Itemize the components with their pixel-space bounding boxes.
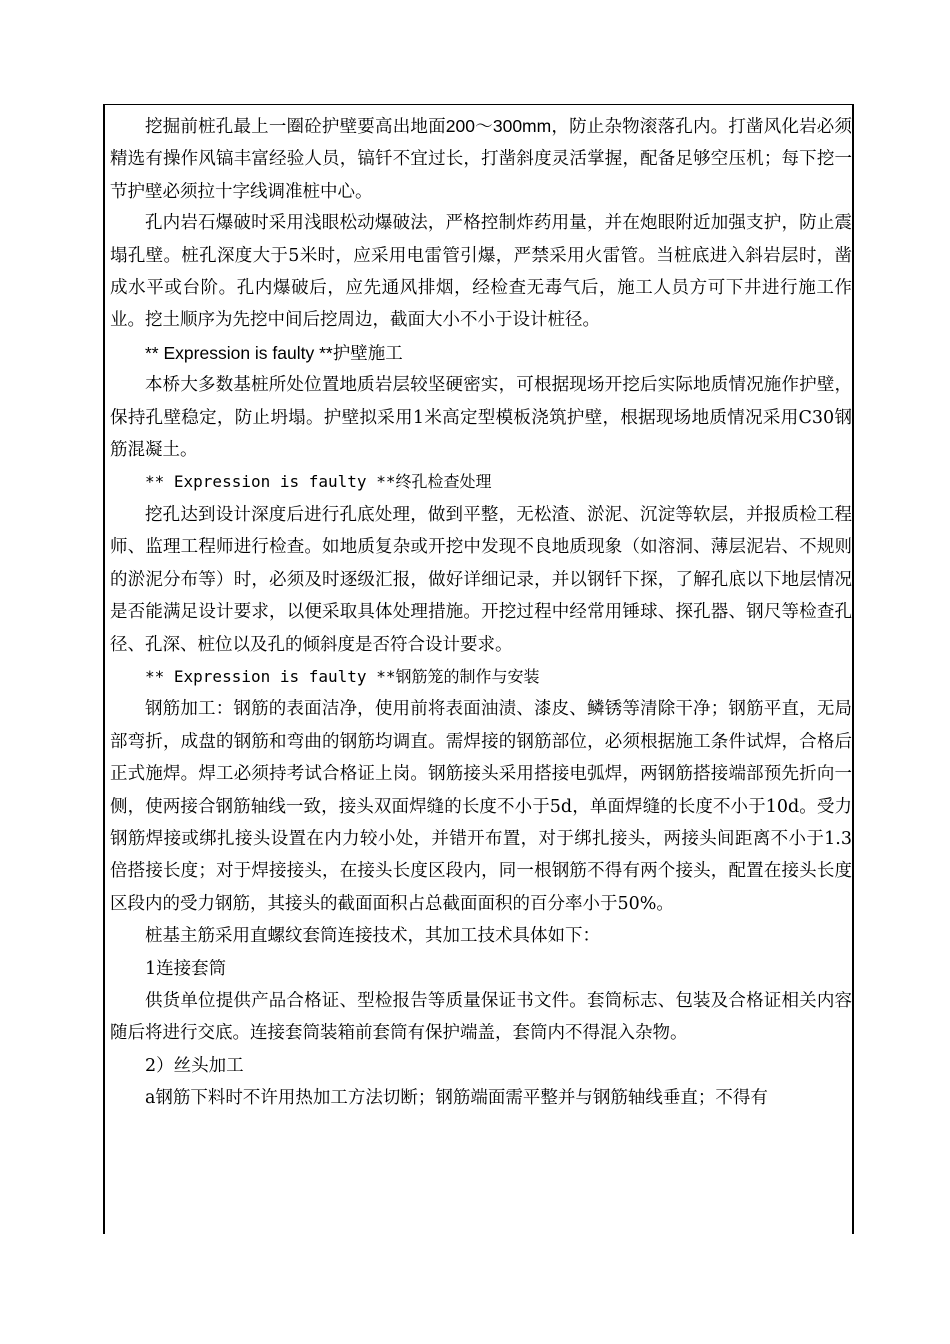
paragraph-threaded-sleeve-intro: 桩基主筋采用直螺纹套筒连接技术，其加工技术具体如下： bbox=[145, 926, 600, 947]
paragraph-retaining-wall: 本桥大多数基桩所处位置地质岩层较坚硬密实，可根据现场开挖后实际地质情况施作护壁，保持孔壁稳定，防止坍塌。护壁拟采用1米高定型模板浇筑护壁，根据现场地质情况采用C30钢筋混凝土。 bbox=[110, 375, 852, 461]
paragraph-connection-sleeve: 供货单位提供产品合格证、型检报告等质量保证书文件。套筒标志、包装及合格证相关内容随后将进行交底。连接套筒装箱前套筒有保护端盖，套筒内不得混入杂物。 bbox=[110, 990, 852, 1044]
paragraph-excavation-guard: 挖掘前桩孔最上一圈砼护壁要高出地面200～300mm，防止杂物滚落孔内。打凿风化岩必须精选有操作风镐丰富经验人员，镐钎不宜过长，打凿斜度灵活掌握，配备足够空压机；每下挖一节护壁必须拉十字线调准桩中心。 bbox=[110, 116, 852, 201]
paragraph-rebar-processing: 钢筋加工：钢筋的表面洁净，使用前将表面油渍、漆皮、鳞锈等清除干净；钢筋平直，无局部弯折，成盘的钢筋和弯曲的钢筋均调直。需焊接的钢筋部位，必须根据施工条件试焊，合格后正式施焊。焊工必须持考试合格证上岗。钢筋接头采用搭接电弧焊，两钢筋搭接端部预先折向一侧，使两接合钢筋轴线一致，接头双面焊缝的长度不小于5d，单面焊缝的长度不小于10d。受力钢筋焊接或绑扎接头设置在内力较小处，并错开布置，对于绑扎接头，两接头间距离不小于1.3倍搭接长度；对于焊接接头，在接头长度区段内，同一根钢筋不得有两个接头，配置在接头长度区段内的受力钢筋，其接头的截面面积占总截面面积的百分率小于50%。 bbox=[110, 699, 852, 914]
paragraph-thread-processing: a钢筋下料时不许用热加工方法切断；钢筋端面需平整并与钢筋轴线垂直；不得有 bbox=[145, 1088, 768, 1109]
heading-retaining-wall: ** Expression is faulty **护壁施工 bbox=[145, 342, 403, 363]
heading-connection-sleeve: 1连接套筒 bbox=[145, 958, 227, 979]
document-body bbox=[110, 110, 852, 1115]
heading-rebar-cage: ** Expression is faulty **钢筋笼的制作与安装 bbox=[145, 666, 540, 686]
heading-final-hole-inspection: ** Expression is faulty **终孔检查处理 bbox=[145, 472, 492, 492]
paragraph-final-hole-inspection: 挖孔达到设计深度后进行孔底处理，做到平整，无松渣、淤泥、沉淀等软层，并报质检工程师、监理工程师进行检查。如地质复杂或开挖中发现不良地质现象（如溶洞、薄层泥岩、不规则的淤泥分布等）时，必须及时逐级汇报，做好详细记录，并以钢钎下探，了解孔底以下地层情况是否能满足设计要求，以便采取具体处理措施。开挖过程中经常用锤球、探孔器、钢尺等检查孔径、孔深、桩位以及孔的倾斜度是否符合设计要求。 bbox=[110, 504, 852, 655]
heading-thread-processing: 2）丝头加工 bbox=[145, 1055, 244, 1076]
paragraph-rock-blasting: 孔内岩石爆破时采用浅眼松动爆破法，严格控制炸药用量，并在炮眼附近加强支护，防止震塌孔壁。桩孔深度大于5米时，应采用电雷管引爆，严禁采用火雷管。当桩底进入斜岩层时，凿成水平或台阶。孔内爆破后，应先通风排烟，经检查无毒气后，施工人员方可下井进行施工作业。挖土顺序为先挖中间后挖周边，截面大小不小于设计桩径。 bbox=[110, 213, 852, 331]
